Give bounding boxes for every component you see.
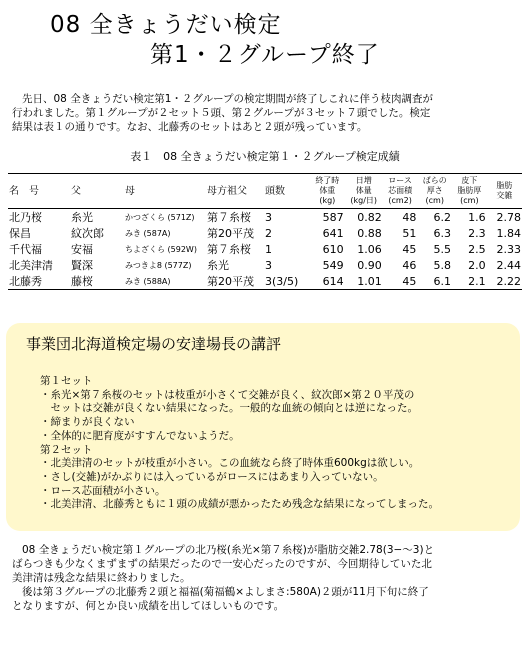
intro-line: 結果は表１の通りです。なお、北藤秀のセットはあと２頭が残っています。: [12, 121, 368, 133]
cell-loin-eye: 45: [402, 274, 417, 288]
cell-grandsire: 第７糸桜: [207, 243, 251, 256]
cell-daily-gain: 0.90: [357, 258, 382, 272]
cell-subcutaneous-fat: 2.0: [468, 258, 486, 272]
cell-father: 紋次郎: [71, 227, 104, 240]
cell-grandsire: 糸光: [207, 259, 229, 272]
table-caption: 表１ 08 全きょうだい検定第１・２グループ検定成績: [130, 150, 400, 163]
cell-father: 安福: [71, 243, 93, 256]
cell-rib-thickness: 6.1: [433, 274, 452, 288]
table-row: [8, 209, 522, 226]
closing-line: 後は第３グループの北藤秀２頭と福福(菊福鶴×よしまさ:580A)２頭が11月下旬に終了: [22, 586, 429, 598]
review-line: セットは交雑が良くない結果になった。一般的な血統の傾向とは逆になった。: [40, 402, 418, 415]
cell-marbling: 2.33: [496, 242, 521, 256]
cell-father: 賢深: [71, 259, 93, 272]
table-header-row: [8, 174, 522, 209]
intro-paragraph: [12, 92, 518, 134]
cell-loin-eye: 46: [402, 258, 417, 272]
table-row: [8, 257, 522, 273]
col-heads: 頭数: [265, 185, 285, 197]
closing-line: となりますが、何とか良い成績を出してほしいものです。: [12, 600, 285, 612]
cell-daily-gain: 1.01: [357, 274, 382, 288]
col-daily-gain: 日増 体量 (kg/日): [350, 176, 378, 205]
review-comments: [40, 375, 510, 512]
cell-name: 北美津清: [9, 259, 53, 272]
review-line: 第２セット: [40, 443, 93, 456]
col-grandsire: 母方祖父: [207, 185, 247, 197]
cell-mother: みき (588A): [125, 276, 171, 286]
review-line: ・ロース芯面積が小さい。: [40, 484, 166, 497]
col-rib-thickness: ばらの 厚さ (cm): [422, 176, 447, 205]
cell-daily-gain: 0.88: [357, 226, 382, 240]
cell-subcutaneous-fat: 2.1: [468, 274, 486, 288]
table-row: [8, 225, 522, 241]
cell-name: 千代福: [9, 243, 42, 256]
col-marbling: 脂肪 交雑: [496, 181, 513, 200]
col-final-weight: 終了時 体重 (kg): [315, 176, 340, 205]
cell-subcutaneous-fat: 1.6: [468, 210, 486, 224]
review-line: ・北美津清、北藤秀ともに１頭の成績が悪かったため残念な結果になってしまった。: [40, 498, 439, 511]
review-line: 第１セット: [40, 375, 93, 387]
cell-subcutaneous-fat: 2.5: [468, 242, 486, 256]
closing-line: ばらつきも少なくまずまずの結果だったので一安心だったのですが、今回期待していた北: [12, 558, 432, 570]
cell-marbling: 2.44: [496, 258, 521, 272]
cell-heads: 3: [265, 258, 272, 272]
cell-marbling: 2.78: [496, 210, 521, 224]
cell-rib-thickness: 5.5: [433, 242, 452, 256]
cell-subcutaneous-fat: 2.3: [468, 226, 486, 240]
cell-marbling: 2.22: [496, 274, 521, 288]
intro-line: 先日、08 全きょうだい検定第1・２グループの検定期間が終了しこれに伴う枝肉調査が: [22, 93, 434, 105]
cell-mother: ちよざくら (592W): [125, 244, 197, 254]
cell-father: 藤桜: [71, 275, 93, 288]
cell-marbling: 1.84: [496, 226, 521, 240]
cell-daily-gain: 0.82: [357, 210, 382, 224]
review-heading: 事業団北海道検定場の安達場長の講評: [26, 335, 282, 353]
col-father: 父: [71, 185, 81, 197]
cell-grandsire: 第20平茂: [207, 227, 254, 240]
col-subcutaneous-fat: 皮下 脂肪厚 (cm): [457, 176, 482, 205]
review-line: ・さし(交雑)がかぶりには入っているがロースにはあまり入っていない。: [40, 470, 384, 483]
cell-heads: 2: [265, 226, 272, 240]
cell-father: 糸光: [71, 211, 93, 224]
intro-line: 行われました。第１グループが２セット５頭、第２グループが３セット７頭でした。検定: [12, 107, 431, 119]
page-title-line1: 08 全きょうだい検定: [50, 12, 282, 38]
cell-final-weight: 641: [322, 226, 344, 240]
table-row: [8, 273, 522, 290]
cell-grandsire: 第20平茂: [207, 275, 254, 288]
page-title-line2: 第1・２グループ終了: [150, 42, 380, 68]
review-line: ・糸光×第７糸桜のセットは枝重が小さくて交雑が良く、紋次郎×第２０平茂の: [40, 388, 415, 401]
cell-loin-eye: 51: [402, 226, 417, 240]
cell-heads: 3: [265, 210, 272, 224]
cell-name: 北乃桜: [9, 211, 42, 224]
cell-final-weight: 549: [322, 258, 344, 272]
closing-line: 美津清は残念な結果に終わりました。: [12, 572, 191, 584]
review-box: [6, 323, 520, 531]
col-mother: 母: [125, 185, 135, 197]
review-line: ・北美津清のセットが枝重が小さい。この血統なら終了時体重600kgは欲しい。: [40, 457, 420, 470]
cell-final-weight: 610: [322, 242, 344, 256]
cell-rib-thickness: 5.8: [433, 258, 452, 272]
cell-rib-thickness: 6.3: [433, 226, 452, 240]
cell-mother: かつざくら (571Z): [125, 212, 195, 222]
cell-final-weight: 614: [322, 274, 344, 288]
cell-name: 北藤秀: [9, 275, 42, 288]
cell-daily-gain: 1.06: [357, 242, 382, 256]
cell-rib-thickness: 6.2: [433, 210, 452, 224]
closing-paragraph: [12, 543, 518, 613]
closing-line: 08 全きょうだい検定第１グループの北乃桜(糸光×第７糸桜)が脂肪交雑2.78(3−〜3)と: [22, 544, 435, 556]
review-line: ・締まりが良くない: [40, 416, 135, 429]
cell-mother: みき (587A): [125, 228, 171, 238]
cell-final-weight: 587: [322, 210, 344, 224]
cell-loin-eye: 48: [402, 210, 417, 224]
cell-heads: 1: [265, 242, 272, 256]
col-name: 名 号: [9, 185, 39, 197]
cell-mother: みつきよ8 (577Z): [125, 260, 192, 270]
cell-grandsire: 第７糸桜: [207, 211, 251, 224]
review-line: ・全体的に肥育度がすすんでないようだ。: [40, 429, 240, 442]
table-row: [8, 241, 522, 257]
col-loin-eye: ロース 芯面積 (cm2): [388, 176, 413, 205]
cell-name: 保昌: [9, 227, 31, 240]
cell-loin-eye: 45: [402, 242, 417, 256]
results-table: [8, 173, 522, 290]
cell-heads: 3(3/5): [265, 274, 299, 288]
